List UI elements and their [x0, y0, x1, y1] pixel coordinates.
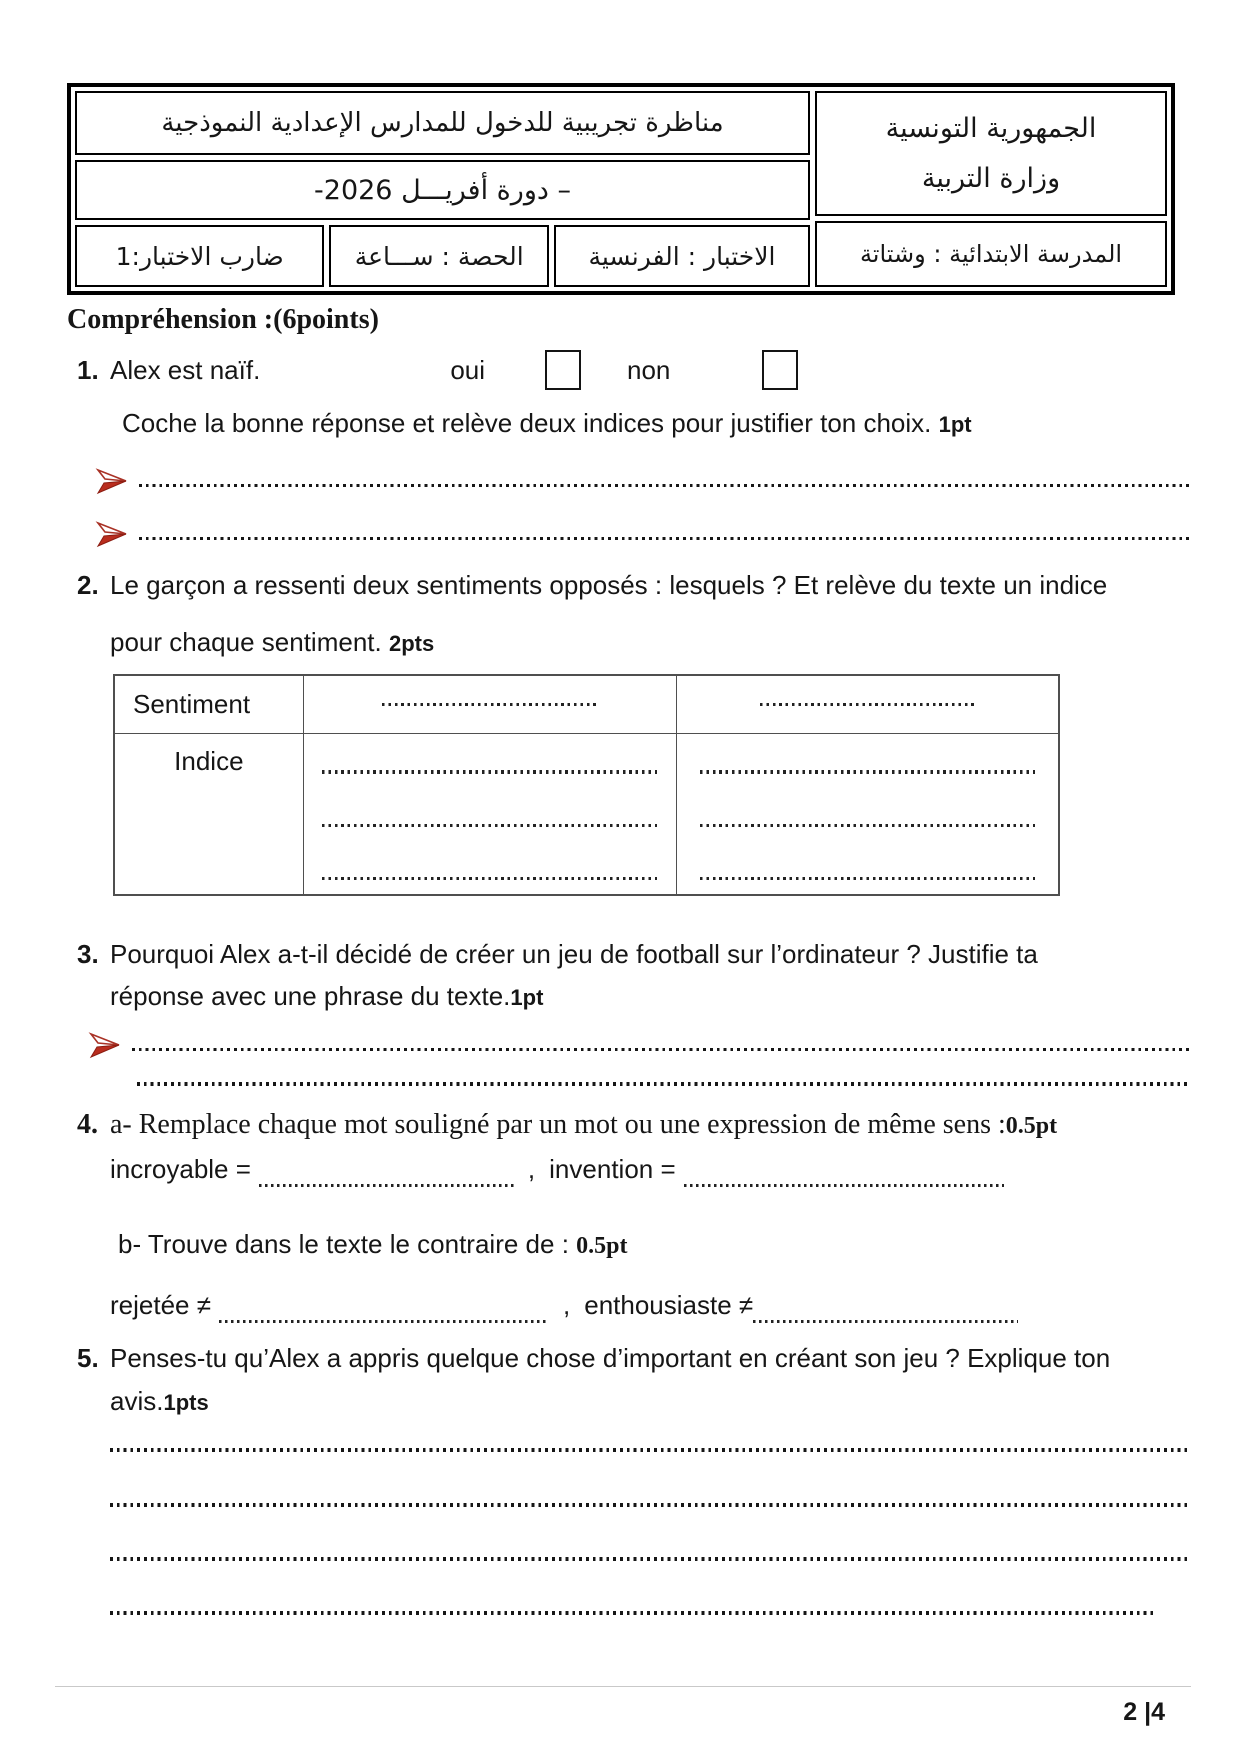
- question-1-row: [67, 348, 1190, 392]
- question-4b: [67, 1227, 1190, 1263]
- answer-line-3: [67, 1031, 1190, 1061]
- answer-blank[interactable]: [139, 483, 1190, 487]
- indice-blank[interactable]: [322, 877, 657, 880]
- question-5-points: 1pts: [163, 1390, 209, 1415]
- question-1-instruction: [67, 407, 1190, 441]
- indice-label: Indice: [114, 733, 303, 895]
- exam-session: – دورة أفريـــل 2026-: [75, 160, 810, 220]
- answer-line-6[interactable]: [110, 1503, 1190, 1507]
- question-5-text-cont: avis.: [110, 1386, 164, 1416]
- question-4a-text: a- Remplace chaque mot souligné par un mot ou une expression de même sens :: [110, 1109, 1006, 1140]
- indice-blank[interactable]: [322, 770, 657, 773]
- question-1-number: 1.: [77, 354, 99, 385]
- exam-title: مناظرة تجريبية للدخول للمدارس الإعدادية النموذجية: [75, 91, 810, 155]
- answer-blank[interactable]: [132, 1047, 1190, 1051]
- section-title: Compréhension :(6points): [67, 304, 379, 335]
- option-non-label: non: [627, 354, 671, 385]
- answer-blank[interactable]: [139, 536, 1190, 540]
- synonym-blank-1[interactable]: [259, 1165, 514, 1187]
- header-bottom-row: [75, 225, 810, 287]
- footer-divider: [55, 1686, 1191, 1687]
- answer-line-4[interactable]: [137, 1082, 1190, 1086]
- indice-blank[interactable]: [700, 877, 1035, 880]
- question-3-number: 3.: [77, 939, 99, 969]
- ministry-line: وزارة التربية: [921, 162, 1061, 194]
- antonym-blank-1[interactable]: [219, 1301, 549, 1323]
- antonym-item-2: enthousiaste ≠: [584, 1290, 754, 1320]
- header-left-column: [75, 91, 810, 287]
- answer-line-5[interactable]: [110, 1448, 1190, 1452]
- republic-line: الجمهورية التونسية: [885, 112, 1097, 144]
- school-name-cell: المدرسة الابتدائية : وشتاتة: [815, 221, 1167, 287]
- indice-blank[interactable]: [700, 824, 1035, 827]
- indice-blank[interactable]: [700, 770, 1035, 773]
- answer-line-7[interactable]: [110, 1557, 1190, 1561]
- question-3-text-cont: réponse avec une phrase du texte.: [110, 981, 511, 1011]
- question-5-line2: [67, 1384, 1190, 1420]
- red-arrow-icon: [95, 467, 129, 495]
- antonym-blank-2[interactable]: [753, 1301, 1018, 1323]
- question-3-points: 1pt: [510, 985, 544, 1010]
- question-4a: [67, 1107, 1190, 1144]
- sentiment-table: [113, 674, 1060, 896]
- sentiment-blank-1[interactable]: [382, 703, 597, 706]
- question-2-number: 2.: [77, 570, 99, 600]
- question-2-points: 2pts: [388, 631, 435, 656]
- question-1-statement: Alex est naïf.: [110, 354, 261, 385]
- indice-blanks-col1: [305, 747, 675, 880]
- exam-body: [67, 300, 1190, 1615]
- red-arrow-icon: [95, 520, 129, 548]
- question-5-line1: [67, 1341, 1190, 1375]
- synonym-item-2: invention =: [549, 1154, 676, 1184]
- sentiment-label: Sentiment: [114, 675, 303, 733]
- items-separator: ,: [527, 1154, 536, 1184]
- synonym-item-1: incroyable =: [110, 1154, 251, 1184]
- page-number: 2 |4: [1123, 1698, 1165, 1726]
- exam-coefficient: ضارب الاختبار:1: [75, 225, 324, 287]
- synonym-blank-2[interactable]: [684, 1165, 1004, 1187]
- answer-line-1: [67, 467, 1190, 497]
- republic-ministry-cell: [815, 91, 1167, 216]
- question-5-text: Penses-tu qu’Alex a appris quelque chose d’important en créant son jeu ? Explique ton: [110, 1343, 1111, 1373]
- checkbox-oui[interactable]: [545, 350, 581, 390]
- items-separator: ,: [563, 1290, 571, 1320]
- question-2-line1: [67, 568, 1190, 602]
- question-4b-points: 0.5pt: [576, 1233, 628, 1259]
- question-5-number: 5.: [77, 1343, 99, 1373]
- question-3-line2: [67, 979, 1190, 1015]
- question-4a-points: 0.5pt: [1005, 1113, 1058, 1139]
- red-arrow-icon: [88, 1031, 122, 1059]
- header-right-column: [815, 91, 1167, 287]
- sentiment-blank-2[interactable]: [760, 703, 975, 706]
- indice-blanks-col2: [678, 747, 1057, 880]
- sentiment-row: [114, 675, 1059, 733]
- question-4b-items: [67, 1287, 1190, 1323]
- question-3-line1: [67, 937, 1190, 971]
- question-4-number: 4.: [77, 1109, 98, 1140]
- answer-line-8[interactable]: [110, 1611, 1155, 1615]
- question-3-text: Pourquoi Alex a-t-il décidé de créer un jeu de football sur l’ordinateur ? Justifie ta: [110, 939, 1038, 969]
- question-1-points: 1pt: [938, 412, 972, 437]
- question-2-text: Le garçon a ressenti deux sentiments opposés : lesquels ? Et relève du texte un indice: [110, 570, 1108, 600]
- question-4a-items: [67, 1151, 1190, 1187]
- option-oui-label: oui: [450, 354, 486, 385]
- exam-duration: الحصة : ســـاعة: [329, 225, 549, 287]
- indice-blank[interactable]: [322, 824, 657, 827]
- question-4b-text: b- Trouve dans le texte le contraire de :: [118, 1229, 577, 1259]
- question-2-text-cont: pour chaque sentiment.: [110, 627, 389, 657]
- answer-line-2: [67, 520, 1190, 550]
- question-2-line2: [67, 625, 1190, 661]
- header-table: [67, 83, 1175, 295]
- antonym-item-1: rejetée ≠: [110, 1290, 211, 1320]
- indice-row: [114, 733, 1059, 895]
- exam-subject: الاختبار : الفرنسية: [554, 225, 810, 287]
- checkbox-non[interactable]: [762, 350, 798, 390]
- instruction-text: Coche la bonne réponse et relève deux indices pour justifier ton choix.: [122, 408, 939, 438]
